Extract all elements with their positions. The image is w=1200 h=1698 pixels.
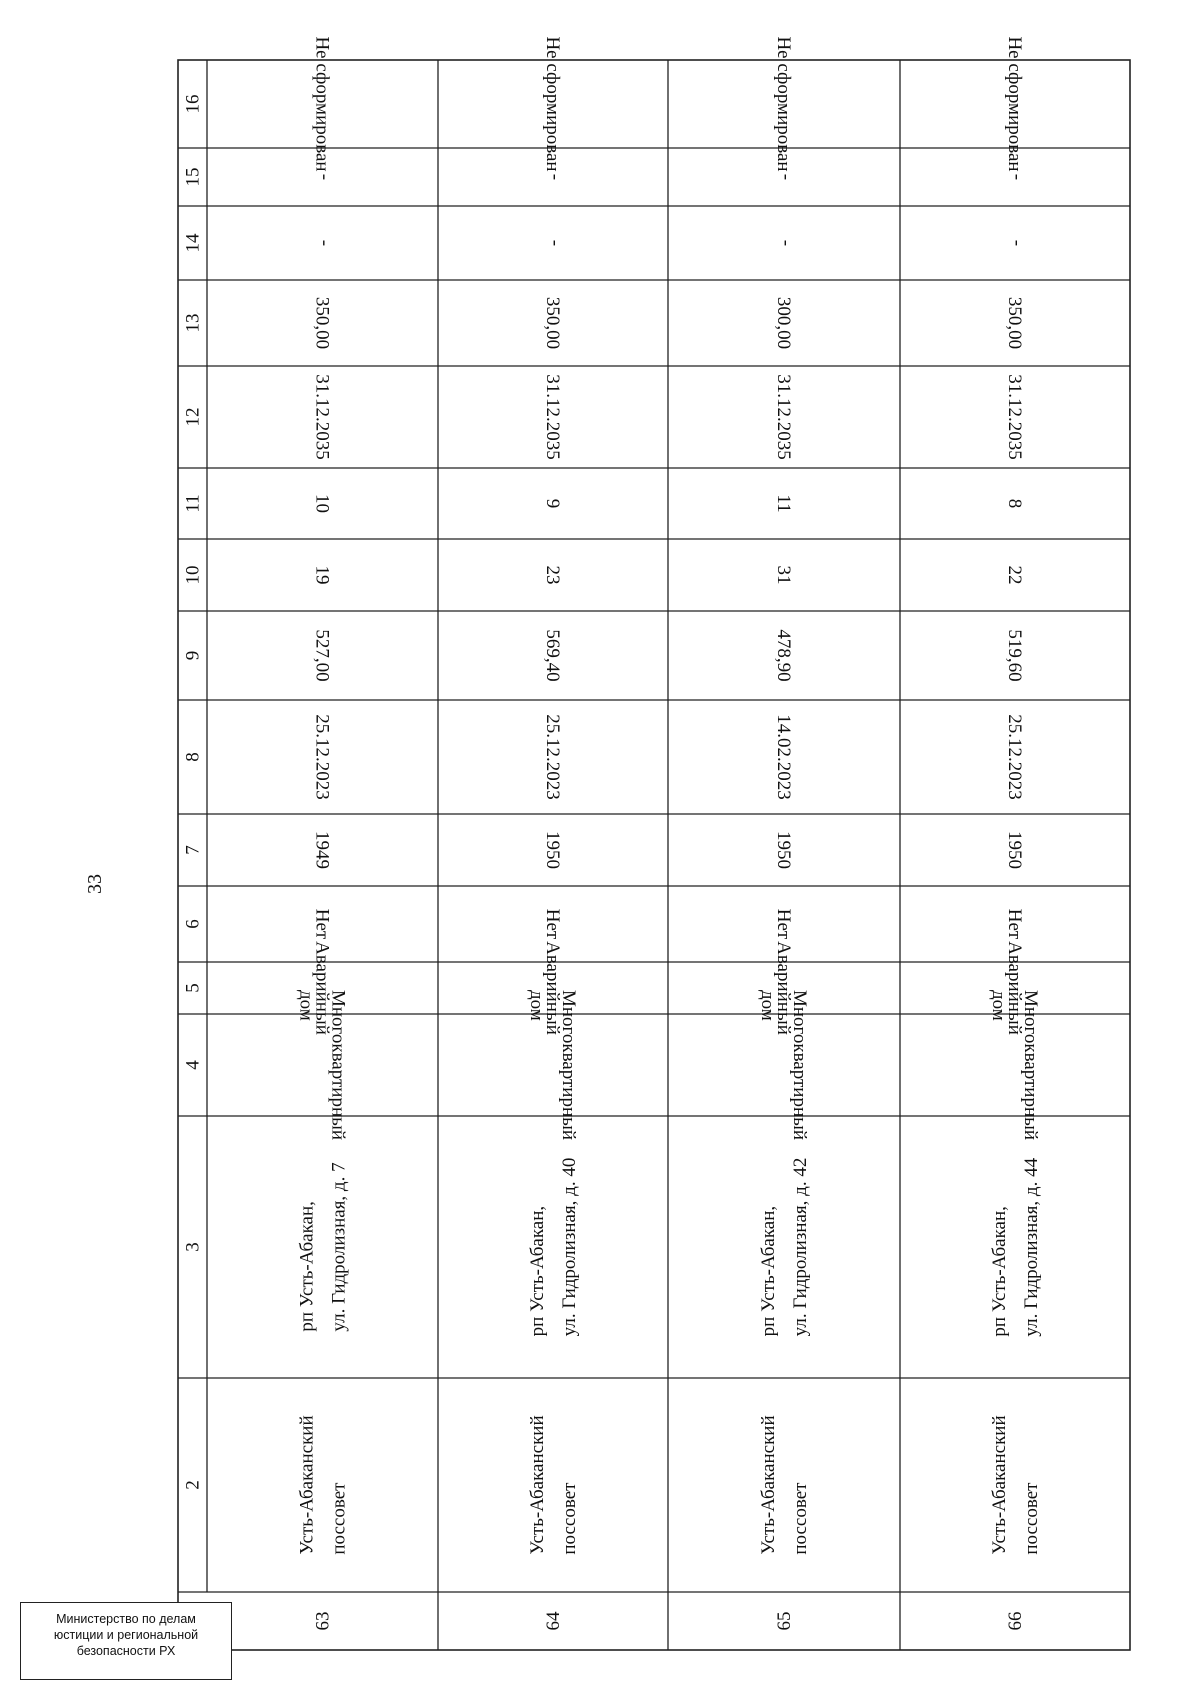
column-number-3: [183, 1242, 204, 1252]
cell-year-text: 1950: [773, 831, 794, 869]
cell-status-text: Не сформирован: [773, 36, 794, 172]
cell-address-text: ул. Гидролизная, д. 7: [328, 1162, 350, 1332]
row-number: [313, 1612, 334, 1631]
cell-c15-text: -: [312, 173, 334, 181]
column-number-9: [183, 651, 204, 661]
cell-year-text: 1949: [311, 831, 333, 869]
cell-date: [773, 714, 794, 800]
cell-settlement-text: Усть-Абаканский: [527, 1415, 548, 1555]
column-number-12: [183, 408, 204, 427]
cell-settlement: [758, 1415, 811, 1554]
cell-c15: [774, 174, 795, 180]
cell-flag: [773, 909, 794, 940]
cell-address-text: ул. Гидролизная, д. 40: [559, 1157, 580, 1337]
cell-c10-text: 22: [1004, 565, 1025, 585]
cell-deadline: [773, 374, 794, 460]
cell-settlement-text: Усть-Абаканский: [989, 1415, 1010, 1555]
row-number-text: 66: [1005, 1611, 1026, 1631]
page-number: 33: [84, 874, 106, 894]
cell-c11: [773, 494, 794, 512]
cell-address-text: ул. Гидролизная, д. 44: [1021, 1157, 1042, 1337]
column-number-8: [183, 752, 204, 762]
cell-c11-text: 10: [311, 494, 333, 513]
cell-status: [773, 36, 794, 171]
row-number-text: 63: [312, 1611, 334, 1631]
cell-house_type-text: Многоквартирный: [327, 989, 349, 1141]
cell-area: [773, 629, 794, 681]
cell-c15: [313, 174, 334, 180]
cell-address-text: рп Усть-Абакан,: [296, 1201, 318, 1332]
column-number-16-text: 16: [182, 94, 204, 114]
ministry-stamp: [20, 1602, 232, 1680]
stamp-line-1: Министерство по делам: [56, 1612, 196, 1626]
column-number-14: [183, 233, 204, 253]
cell-address: [527, 1158, 580, 1337]
cell-c11-text: 8: [1004, 498, 1025, 509]
cell-flag: [1004, 909, 1025, 940]
cell-c13-text: 350,00: [311, 296, 333, 350]
column-number-7: [183, 845, 204, 855]
cell-house_type-text: дом: [526, 989, 547, 1021]
cell-settlement-text: поссовет: [328, 1482, 350, 1555]
cell-address-text: рп Усть-Абакан,: [989, 1206, 1010, 1337]
column-number-2: [183, 1480, 204, 1490]
column-number-6: [183, 919, 204, 929]
cell-condition-text: Аварийный: [311, 941, 333, 1035]
column-number-9-text: 9: [182, 650, 204, 661]
cell-settlement-text: поссовет: [1021, 1482, 1042, 1555]
cell-settlement: [297, 1415, 350, 1554]
column-number-11: [183, 494, 204, 512]
cell-c15-text: -: [1005, 173, 1026, 181]
cell-c13-text: 350,00: [542, 296, 563, 350]
cell-date-text: 25.12.2023: [1004, 714, 1025, 800]
cell-c11-text: 11: [773, 494, 794, 513]
column-number-15: [183, 168, 204, 187]
column-number-12-text: 12: [182, 407, 204, 427]
column-number-10: [183, 566, 204, 585]
cell-c13: [312, 297, 333, 349]
cell-year: [773, 831, 794, 869]
cell-c14: [774, 240, 795, 246]
column-number-5: [183, 983, 204, 993]
cell-area-text: 519,60: [1004, 629, 1025, 682]
cell-c10-text: 23: [542, 565, 563, 585]
cell-c14: [1005, 240, 1026, 246]
cell-area: [542, 629, 563, 681]
cell-c15-text: -: [543, 173, 564, 181]
cell-c11: [542, 499, 563, 509]
cell-flag-text: Нет: [773, 908, 794, 940]
cell-c11: [1004, 499, 1025, 509]
cell-c13-text: 350,00: [1004, 296, 1025, 350]
column-number-13-text: 13: [182, 313, 204, 333]
cell-deadline: [542, 374, 563, 460]
column-number-15-text: 15: [182, 167, 204, 187]
row-number: [543, 1611, 564, 1631]
cell-flag: [312, 909, 333, 940]
column-number-10-text: 10: [182, 565, 204, 585]
cell-area: [1004, 629, 1025, 681]
cell-flag-text: Нет: [1004, 908, 1025, 940]
cell-area-text: 527,00: [311, 629, 333, 682]
cell-status-text: Не сформирован: [311, 36, 333, 172]
cell-status: [312, 36, 333, 171]
cell-condition-text: Аварийный: [542, 941, 563, 1035]
cell-c15-text: -: [774, 173, 795, 181]
cell-c14: [313, 240, 334, 246]
cell-date-text: 25.12.2023: [311, 714, 333, 800]
cell-house_type-text: Многоквартирный: [789, 989, 810, 1141]
cell-deadline-text: 31.12.2035: [773, 374, 794, 460]
cell-settlement-text: поссовет: [790, 1482, 811, 1555]
column-number-4: [183, 1060, 204, 1070]
cell-year: [312, 831, 333, 869]
column-number-16: [183, 95, 204, 114]
table-body: [296, 36, 1043, 1630]
cell-year-text: 1950: [1004, 831, 1025, 869]
cell-address: [758, 1158, 811, 1337]
column-number-6-text: 6: [182, 919, 204, 929]
cell-area-text: 478,90: [773, 629, 794, 682]
cell-date: [542, 714, 563, 800]
cell-date: [1004, 714, 1025, 800]
cell-c10: [773, 566, 794, 585]
cell-condition-text: Аварийный: [1004, 941, 1025, 1035]
cell-flag-text: Нет: [311, 908, 333, 940]
cell-year: [542, 831, 563, 869]
column-number-14-text: 14: [182, 233, 204, 253]
cell-c14: [543, 240, 564, 246]
cell-house_type-text: дом: [988, 989, 1009, 1021]
cell-settlement-text: поссовет: [559, 1482, 580, 1555]
cell-house_type-text: дом: [757, 989, 778, 1021]
column-number-header: [183, 95, 204, 1490]
cell-address: [989, 1157, 1042, 1336]
cell-c13: [542, 297, 563, 349]
cell-year-text: 1950: [542, 831, 563, 869]
cell-deadline-text: 31.12.2035: [542, 374, 563, 460]
cell-status: [1004, 36, 1025, 171]
cell-settlement: [527, 1415, 580, 1554]
cell-date-text: 14.02.2023: [773, 714, 794, 800]
cell-c10: [312, 566, 333, 585]
cell-c10: [1004, 566, 1025, 585]
column-number-7-text: 7: [182, 845, 204, 855]
cell-deadline: [1004, 374, 1025, 460]
cell-status-text: Не сформирован: [542, 36, 563, 172]
row-number-text: 65: [774, 1611, 795, 1631]
cell-c13: [1004, 297, 1025, 349]
cell-year: [1004, 831, 1025, 869]
cell-c10-text: 31: [773, 565, 794, 585]
cell-flag-text: Нет: [542, 908, 563, 940]
column-number-2-text: 2: [182, 1480, 204, 1490]
stamp-line-2: юстиции и региональной: [53, 1628, 199, 1642]
column-number-13: [183, 314, 204, 333]
cell-settlement-text: Усть-Абаканский: [296, 1415, 318, 1555]
column-number-11-text: 11: [182, 494, 204, 513]
cell-c10-text: 19: [311, 565, 333, 585]
row-number-text: 64: [543, 1611, 564, 1631]
row-number: [1005, 1612, 1026, 1631]
cell-status: [542, 36, 563, 171]
cell-c14-text: -: [312, 239, 334, 247]
stamp-line-3: безопасности РХ: [76, 1644, 176, 1658]
cell-c14-text: -: [1005, 239, 1026, 247]
cell-c13-text: 300,00: [773, 296, 794, 350]
cell-address-text: рп Усть-Абакан,: [758, 1205, 779, 1337]
cell-date-text: 25.12.2023: [542, 714, 563, 800]
cell-area: [312, 629, 333, 681]
cell-condition-text: Аварийный: [773, 941, 794, 1035]
cell-deadline-text: 31.12.2035: [311, 374, 333, 460]
cell-settlement-text: Усть-Абаканский: [758, 1415, 779, 1555]
cell-address-text: рп Усть-Абакан,: [527, 1205, 548, 1337]
cell-deadline-text: 31.12.2035: [1004, 374, 1025, 460]
cell-house_type-text: дом: [295, 989, 317, 1021]
column-number-3-text: 3: [182, 1242, 204, 1252]
cell-date: [312, 714, 333, 800]
row-number: [774, 1612, 795, 1631]
cell-c11-text: 9: [542, 498, 563, 509]
cell-c14-text: -: [543, 239, 564, 247]
cell-c14-text: -: [774, 239, 795, 247]
cell-address: [297, 1162, 350, 1331]
column-number-8-text: 8: [182, 752, 204, 762]
cell-area-text: 569,40: [542, 629, 563, 682]
cell-flag: [542, 909, 563, 940]
cell-address-text: ул. Гидролизная, д. 42: [790, 1157, 811, 1337]
cell-c13: [773, 297, 794, 349]
cell-settlement: [989, 1415, 1042, 1554]
cell-deadline: [312, 374, 333, 460]
cell-c11: [312, 494, 333, 513]
column-number-4-text: 4: [182, 1060, 204, 1070]
cell-c15: [1005, 174, 1026, 180]
cell-c10: [542, 566, 563, 585]
column-number-5-text: 5: [182, 983, 204, 993]
cell-c15: [543, 174, 564, 180]
cell-house_type-text: Многоквартирный: [1020, 989, 1041, 1141]
cell-status-text: Не сформирован: [1004, 36, 1025, 172]
cell-house_type-text: Многоквартирный: [558, 989, 579, 1141]
